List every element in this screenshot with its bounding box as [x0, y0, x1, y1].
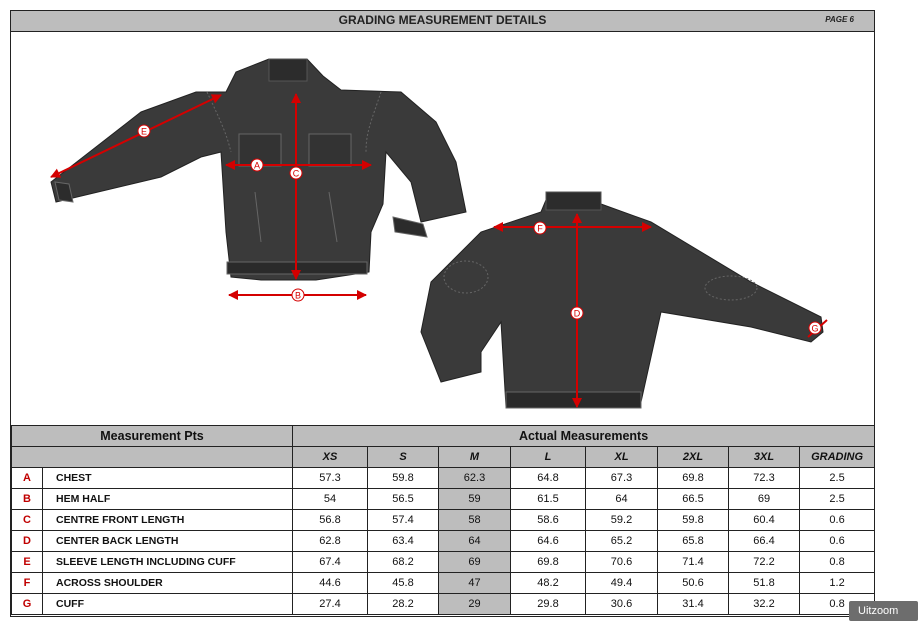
grading-header: GRADING — [800, 447, 875, 468]
marker-c: C — [292, 168, 300, 179]
size-xs: XS — [293, 447, 368, 468]
table-row — [12, 489, 875, 510]
row-measurement-name: HEM HALF — [43, 489, 293, 510]
measurement-cell: 59.2 — [586, 510, 658, 531]
jacket-diagram — [11, 32, 874, 425]
measurement-cell: 69.8 — [658, 468, 729, 489]
row-measurement-name: CENTER BACK LENGTH — [43, 531, 293, 552]
measurement-cell: 44.6 — [293, 573, 368, 594]
measurement-cell: 69.8 — [511, 552, 586, 573]
row-code: F — [12, 573, 43, 594]
size-2xl: 2XL — [658, 447, 729, 468]
measurement-cell: 69 — [439, 552, 511, 573]
measurement-cell: 56.5 — [368, 489, 439, 510]
measurement-cell: 56.8 — [293, 510, 368, 531]
grading-cell: 0.6 — [800, 531, 875, 552]
measurement-cell: 64 — [439, 531, 511, 552]
measurement-cell: 67.4 — [293, 552, 368, 573]
measurement-cell: 64.8 — [511, 468, 586, 489]
measurement-cell: 50.6 — [658, 573, 729, 594]
measurement-cell: 71.4 — [658, 552, 729, 573]
measurement-cell: 51.8 — [729, 573, 800, 594]
grading-cell: 1.2 — [800, 573, 875, 594]
row-code: C — [12, 510, 43, 531]
table-row — [12, 552, 875, 573]
grading-cell: 0.8 — [800, 552, 875, 573]
measurement-cell: 49.4 — [586, 573, 658, 594]
measurement-cell: 66.5 — [658, 489, 729, 510]
measurement-cell: 32.2 — [729, 594, 800, 615]
measurement-cell: 64 — [586, 489, 658, 510]
measurement-cell: 72.2 — [729, 552, 800, 573]
marker-a: A — [253, 160, 261, 171]
row-code: A — [12, 468, 43, 489]
measurement-cell: 68.2 — [368, 552, 439, 573]
measurement-cell: 59.8 — [368, 468, 439, 489]
table-row — [12, 468, 875, 489]
table-row — [12, 594, 875, 615]
row-measurement-name: CENTRE FRONT LENGTH — [43, 510, 293, 531]
measurement-cell: 31.4 — [658, 594, 729, 615]
measurement-cell: 30.6 — [586, 594, 658, 615]
measurement-cell: 48.2 — [511, 573, 586, 594]
measurement-cell: 29.8 — [511, 594, 586, 615]
marker-d: D — [573, 308, 581, 319]
size-header-row — [12, 447, 875, 468]
marker-f: F — [537, 223, 543, 234]
header-bar — [11, 11, 874, 32]
measurement-cell: 67.3 — [586, 468, 658, 489]
grading-cell: 0.8 — [800, 594, 875, 615]
measurement-cell: 59.8 — [658, 510, 729, 531]
measurement-cell: 58.6 — [511, 510, 586, 531]
measurement-cell: 45.8 — [368, 573, 439, 594]
measurement-cell: 65.8 — [658, 531, 729, 552]
spec-sheet — [10, 10, 899, 617]
measurement-cell: 63.4 — [368, 531, 439, 552]
measurement-cell: 29 — [439, 594, 511, 615]
size-xl: XL — [586, 447, 658, 468]
row-code: G — [12, 594, 43, 615]
table-group-header — [12, 426, 875, 447]
row-measurement-name: CHEST — [43, 468, 293, 489]
grading-cell: 0.6 — [800, 510, 875, 531]
page-title: GRADING MEASUREMENT DETAILS — [338, 13, 547, 27]
table-row — [12, 531, 875, 552]
measurement-cell: 57.3 — [293, 468, 368, 489]
measurement-cell: 27.4 — [293, 594, 368, 615]
measurement-cell: 59 — [439, 489, 511, 510]
measurement-cell: 62.8 — [293, 531, 368, 552]
size-l: L — [511, 447, 586, 468]
measurement-cell: 58 — [439, 510, 511, 531]
row-measurement-name: CUFF — [43, 594, 293, 615]
marker-g: G — [811, 323, 819, 334]
measurement-cell: 61.5 — [511, 489, 586, 510]
grading-cell: 2.5 — [800, 468, 875, 489]
measurement-cell: 69 — [729, 489, 800, 510]
marker-e: E — [140, 126, 148, 137]
size-m: M — [439, 447, 511, 468]
measurement-cell: 70.6 — [586, 552, 658, 573]
measurement-cell: 60.4 — [729, 510, 800, 531]
measurement-cell: 65.2 — [586, 531, 658, 552]
size-3xl: 3XL — [729, 447, 800, 468]
measurement-cell: 64.6 — [511, 531, 586, 552]
row-measurement-name: ACROSS SHOULDER — [43, 573, 293, 594]
measurement-cell: 54 — [293, 489, 368, 510]
row-measurement-name: SLEEVE LENGTH INCLUDING CUFF — [43, 552, 293, 573]
grading-cell: 2.5 — [800, 489, 875, 510]
row-code: E — [12, 552, 43, 573]
size-s: S — [368, 447, 439, 468]
measurement-cell: 57.4 — [368, 510, 439, 531]
measurement-cell: 28.2 — [368, 594, 439, 615]
row-code: D — [12, 531, 43, 552]
marker-b: B — [294, 290, 302, 301]
measurement-pts-header: Measurement Pts — [12, 426, 293, 447]
measurement-cell: 47 — [439, 573, 511, 594]
page-number: PAGE 6 — [825, 15, 854, 24]
measurement-table — [11, 425, 875, 615]
table-row — [12, 510, 875, 531]
measurement-cell: 66.4 — [729, 531, 800, 552]
actual-measurements-header: Actual Measurements — [293, 426, 875, 447]
measurement-cell: 72.3 — [729, 468, 800, 489]
measurement-cell: 62.3 — [439, 468, 511, 489]
row-code: B — [12, 489, 43, 510]
back-jacket-illustration — [421, 192, 823, 408]
zoom-tooltip: Uitzoom — [849, 601, 918, 621]
table-row — [12, 573, 875, 594]
